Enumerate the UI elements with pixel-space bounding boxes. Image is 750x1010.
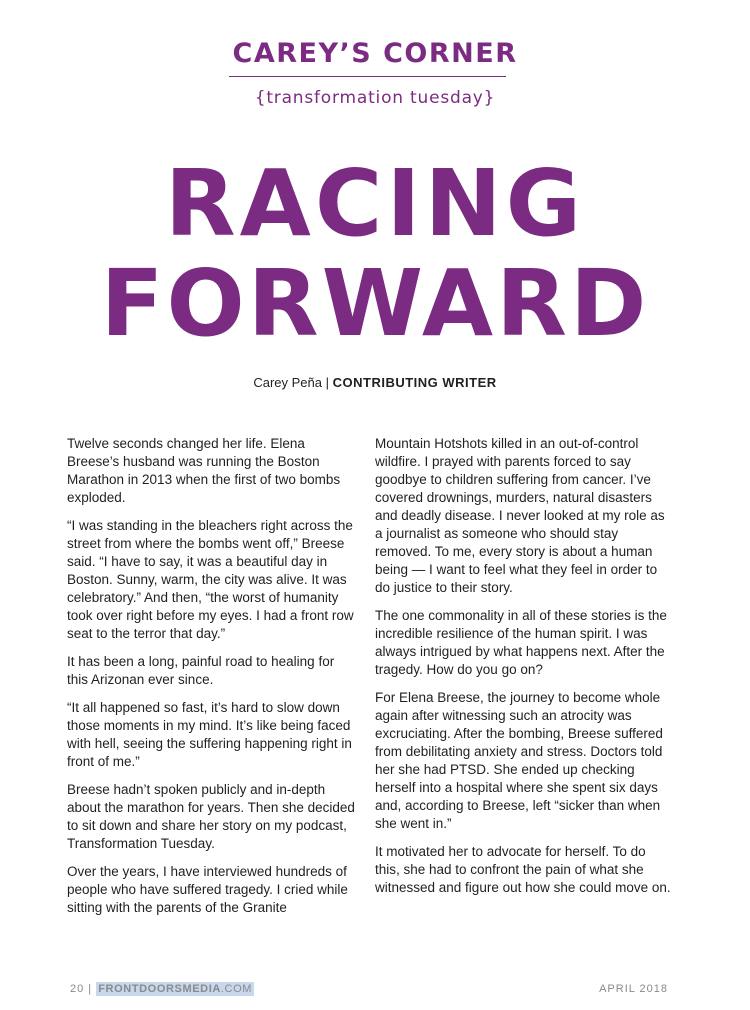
footer-left	[70, 983, 254, 995]
website-suffix: .COM	[220, 983, 253, 995]
headline-line-1: RACING	[164, 150, 586, 257]
article-paragraph: For Elena Breese, the journey to become whole again after witnessing such an atrocity was excruciating. After the bombing, Breese suffered from debilitating anxiety and stress. Doctors told her she had PTSD. She ended up checking herself into a hospital where she spent six days and, according to Breese, left “sicker than when she went in.”	[375, 690, 663, 831]
title-divider	[229, 76, 506, 77]
issue-date: APRIL 2018	[599, 983, 668, 995]
article-paragraph: The one commonality in all of these stories is the incredible resilience of the human spirit. I was always intrigued by what happens next. After the tragedy. How do you go on?	[375, 608, 667, 677]
column-title: CAREY’S CORNER	[232, 38, 518, 69]
article-paragraph: It motivated her to advocate for herself. To do this, she had to confront the pain of what she witnessed and figure out how she could move on.	[375, 844, 671, 895]
byline-author: Carey Peña	[253, 375, 322, 390]
footer-separator: |	[84, 983, 97, 995]
article-paragraph: “I was standing in the bleachers right across the street from where the bombs went off,” Breese said. “I have to say, it was a beautiful day in Boston. Sunny, warm, the city was alive. It was celebratory.” And then, “the worst of humanity took over right before my eyes. I had a front row seat to the terror that day.”	[67, 518, 354, 641]
website-link[interactable]	[96, 982, 254, 996]
article-column-left	[67, 435, 357, 927]
byline-separator: |	[322, 375, 333, 390]
byline	[0, 375, 750, 390]
article-paragraph: Over the years, I have interviewed hundreds of people who have suffered tragedy. I cried while sitting with the parents of the Granite	[67, 864, 348, 915]
article-paragraph: Mountain Hotshots killed in an out-of-control wildfire. I prayed with parents forced to say goodbye to children suffering from cancer. I’ve covered drownings, murders, natural disasters and deadly disease. I never looked at my role as a journalist as someone who should stay removed. To me, every story is about a human being — I want to feel what they feel in order to do justice to their story.	[375, 436, 665, 595]
article-paragraph: “It all happened so fast, it’s hard to slow down those moments in my mind. It’s like being faced with hell, seeing the suffering happening right in front of me.”	[67, 700, 352, 769]
article-paragraph: Breese hadn’t spoken publicly and in-depth about the marathon for years. Then she decided to sit down and share her story on my podcast, Transformation Tuesday.	[67, 782, 355, 851]
article-paragraph: Twelve seconds changed her life. Elena Breese’s husband was running the Boston Marathon in 2013 when the first of two bombs exploded.	[67, 436, 341, 505]
byline-role: CONTRIBUTING WRITER	[332, 375, 497, 390]
page-number: 20	[70, 983, 85, 995]
article-paragraph: It has been a long, painful road to healing for this Arizonan ever since.	[67, 654, 335, 687]
article-column-right	[375, 435, 671, 907]
column-subtitle: {transformation tuesday}	[254, 88, 496, 108]
headline-line-2: FORWARD	[100, 250, 650, 357]
website-name: FRONTDOORSMEDIA	[98, 983, 221, 995]
